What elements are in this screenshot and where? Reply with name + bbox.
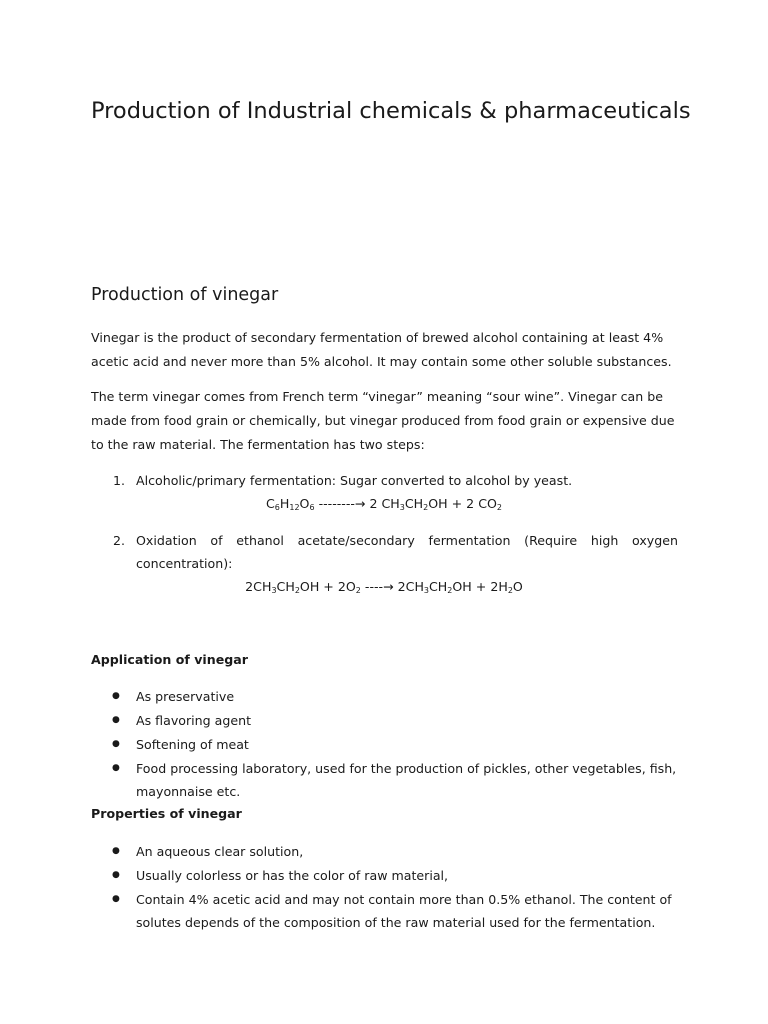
list-item-text: As preservative — [136, 689, 235, 704]
step-number: 2. — [113, 533, 126, 548]
paragraph-definition: Vinegar is the product of secondary fermentation of brewed alcohol containing at least 4% acetic acid and never more than 5% alcohol. It may contain some other soluble substances. — [91, 330, 672, 369]
paragraph-etymology: The term vinegar comes from French term “vinegar” meaning “sour wine”. Vinegar can be made from food grain or chemically, but vinegar produced from food grain or expensive due to the raw material. The fermentation has two steps: — [91, 389, 675, 452]
equation-alcoholic-fermentation: $C_6H_{12}O_6$ --------→ 2 $CH_3CH_2OH + 2$ $CO_2$ — [265, 496, 502, 512]
bullet-icon: ● — [112, 691, 120, 701]
list-item-text: Food processing laboratory, used for the production of pickles, other vegetables, fish, mayonnaise etc. — [136, 761, 677, 799]
section-heading: Production of vinegar — [91, 285, 279, 305]
bullet-icon: ● — [112, 894, 120, 904]
list-item-text: Softening of meat — [136, 737, 249, 752]
list-item-text: Usually colorless or has the color of raw material, — [136, 868, 449, 883]
list-item-text: An aqueous clear solution, — [136, 844, 304, 859]
step-text: Oxidation of ethanol acetate/secondary fermentation (Require high oxygen concentration): — [136, 533, 678, 571]
step-text: Alcoholic/primary fermentation: Sugar converted to alcohol by yeast. — [136, 473, 573, 488]
application-heading: Application of vinegar — [91, 652, 248, 667]
list-item-text: Contain 4% acetic acid and may not contain more than 0.5% ethanol. The content of solutes depends of the composition of the raw material used for the fermentation. — [136, 892, 672, 930]
bullet-icon: ● — [112, 846, 120, 856]
bullet-icon: ● — [112, 763, 120, 773]
document-title: Production of Industrial chemicals & pharmaceuticals — [91, 98, 691, 124]
list-item-text: As flavoring agent — [136, 713, 252, 728]
equation-oxidation: $2CH_3CH_2OH + 2O_2$ ----→ $2CH_3CH_2OH + 2H_2O$ — [245, 579, 523, 595]
bullet-icon: ● — [112, 715, 120, 725]
step-item — [91, 529, 678, 575]
properties-heading: Properties of vinegar — [91, 806, 242, 821]
bullet-icon: ● — [112, 870, 120, 880]
step-item — [91, 469, 678, 492]
bullet-icon: ● — [112, 739, 120, 749]
step-number: 1. — [113, 473, 126, 488]
